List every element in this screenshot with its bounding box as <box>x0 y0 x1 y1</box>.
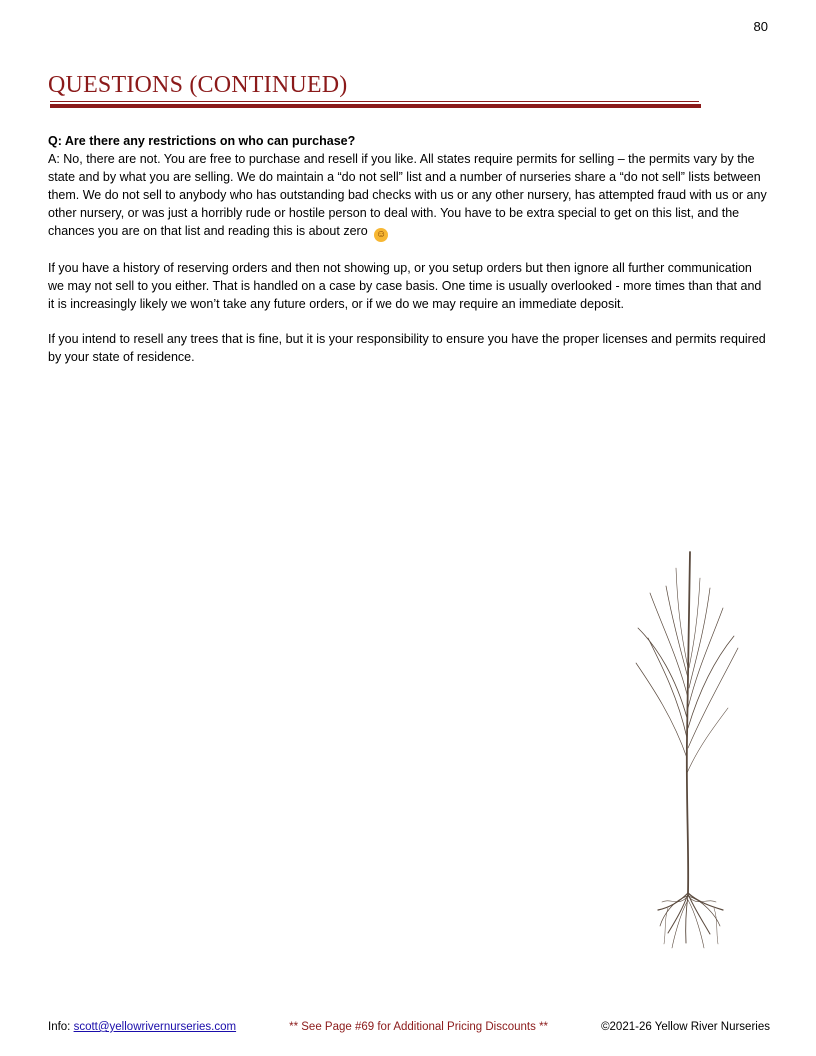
footer-promo: ** See Page #69 for Additional Pricing Discounts ** <box>289 1021 549 1033</box>
question-text: Q: Are there any restrictions on who can purchase? <box>48 134 356 148</box>
footer-copyright: ©2021-26 Yellow River Nurseries <box>601 1021 770 1033</box>
paragraph-no-show-policy: If you have a history of reserving orders and then not showing up, or you setup orders but then ignore all further communication we may not sell to you either. That is handled on a case by case basis. One time is usually overlooked - more times than that and it is increasingly likely we won’t take any future orders, or if we do we may require an immediate deposit. <box>48 261 762 311</box>
footer-info <box>48 1021 236 1033</box>
paragraph-resale-policy: If you intend to resell any trees that is fine, but it is your responsibility to ensure you have the proper licenses and permits required by your state of residence. <box>48 332 766 364</box>
title-rule <box>50 101 701 107</box>
faq-entry <box>48 132 770 242</box>
footer-info-label: Info: <box>48 1021 74 1033</box>
title-rule-thin <box>50 101 699 102</box>
footer-email-link[interactable]: scott@yellowrivernurseries.com <box>73 1021 237 1033</box>
page-content <box>48 132 770 383</box>
title-rule-thick <box>50 104 701 108</box>
page-footer <box>48 1021 770 1033</box>
bare-root-tree-image <box>628 548 748 956</box>
section-title: QUESTIONS (CONTINUED) <box>48 72 348 98</box>
answer-text: A: No, there are not. You are free to purchase and resell if you like. All states require permits for selling – the permits vary by the state and by what you are selling. We do maintain a “do not sell” list and a number of nurseries share a “do not sell” lists between them. We do not sell to anybody who has outstanding bad checks with us or any other nursery, has attempted fraud with us or any other nursery, or was just a horribly rude or hostile person to deal with. You have to be extra special to get on this list, and the chances you are on that list and reading this is about zero <box>48 152 767 238</box>
page-number: 80 <box>753 19 768 34</box>
smiley-face-icon: ☺ <box>376 229 387 240</box>
